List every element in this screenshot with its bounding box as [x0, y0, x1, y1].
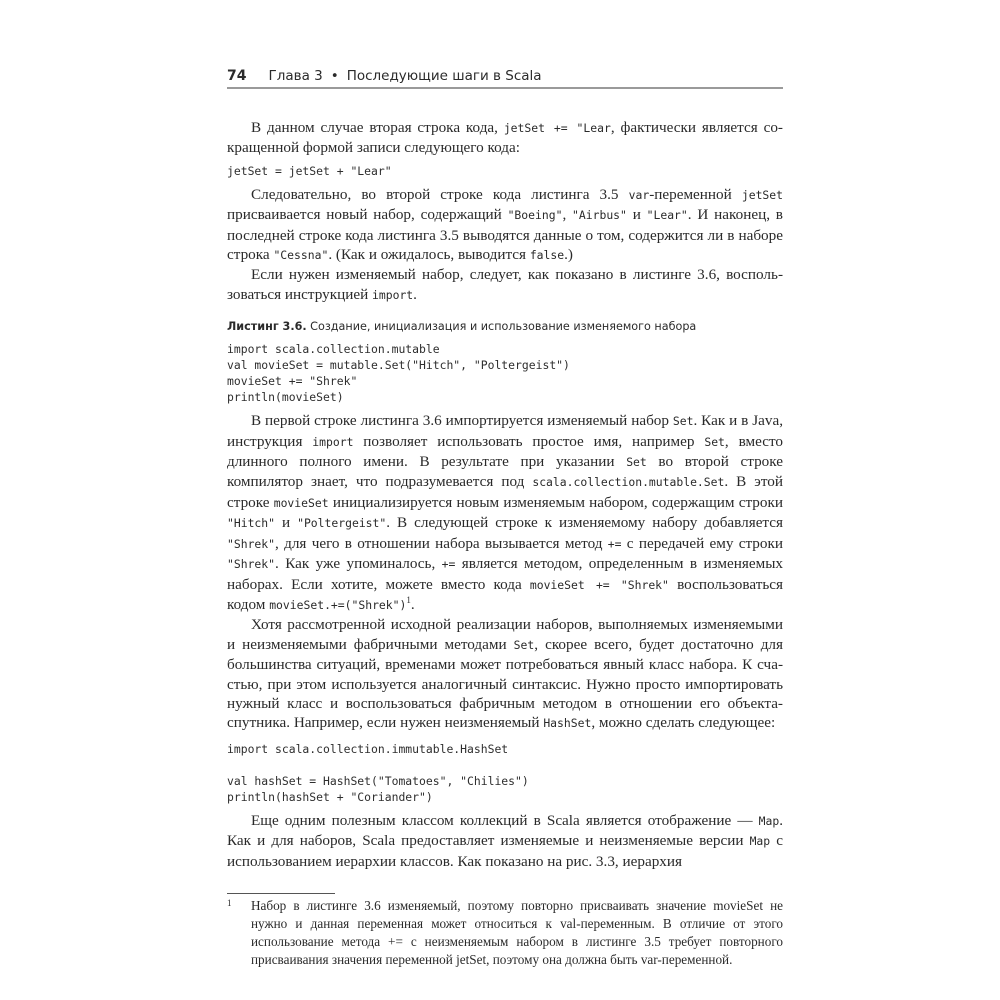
blank-line	[227, 757, 783, 773]
text-run: . И наконец, в последней строке кода листинга 3.5 выводятся данные о том, содержится ли в наборе строка	[227, 206, 783, 264]
chapter-title: Последующие шаги в Scala	[346, 68, 542, 84]
inline-code: Set	[626, 455, 647, 470]
inline-code: jetSet += "Lear	[503, 121, 611, 135]
inline-code: "Poltergeist"	[297, 516, 387, 531]
inline-code: movieSet.+=("Shrek")	[269, 597, 407, 612]
text-run: присваивается новый набор, содержащий	[227, 206, 508, 224]
text-run: , вместо длинного полного имени. В результате при указании	[227, 432, 783, 471]
footnote-reference[interactable]: 1	[406, 594, 411, 605]
inline-code: "Shrek"	[227, 536, 276, 551]
text-run: .)	[564, 246, 573, 264]
inline-code: "Shrek"	[227, 557, 276, 572]
inline-code: movieSet	[273, 495, 329, 510]
text-run: является методом, определенным в изменяемых наборах. Если хотите, можете вместо кода	[227, 555, 783, 593]
paragraph	[227, 185, 783, 266]
inline-code: import	[372, 287, 414, 302]
paragraph	[227, 811, 783, 871]
chapter-label: Глава 3	[268, 68, 323, 84]
header-rule	[227, 87, 783, 89]
text-run: . Как уже упоминалось,	[275, 555, 442, 573]
text-run: Следовательно, во второй строке кода листинга 3.5	[251, 185, 629, 203]
body-text	[227, 118, 783, 871]
text-run: позволяет использовать простое имя, например	[353, 432, 705, 450]
paragraph	[227, 265, 783, 305]
text-run: ,	[562, 206, 573, 224]
footnote-rule	[227, 893, 335, 894]
footnote-mark: 1	[227, 897, 232, 908]
inline-code: Map	[758, 813, 780, 828]
text-run: и	[626, 206, 647, 224]
inline-code: jetSet	[741, 187, 784, 202]
inline-code: HashSet	[543, 716, 592, 731]
text-run: . (Как и ожидалось, выводится	[328, 246, 530, 264]
text-run: во второй строке компилятор знает, что подразумевается под	[227, 453, 783, 491]
inline-code: var	[628, 187, 650, 202]
inline-code: +=	[607, 536, 622, 551]
text-run: , скорее всего, будет достаточно для большинства ситуаций, временами может потребоваться явный класс набора. К счастью, при этом используется аналогичный синтаксис. Нужно просто импортировать нужный класс и воспользоваться фабричным методом в отношении его объекта-спутника. Например, если нужен неизменяемый	[227, 635, 783, 732]
code-block: jetSet = jetSet + "Lear"	[227, 163, 392, 178]
text-run: . В этой строке	[227, 473, 783, 511]
bullet-separator: •	[330, 68, 339, 84]
inline-code: Set	[513, 637, 535, 652]
paragraph	[227, 118, 783, 158]
code-block: val hashSet = HashSet("Tomatoes", "Chilies") println(hashSet + "Coriander")	[227, 773, 529, 804]
book-page	[227, 0, 783, 989]
text-run: . В следующей строке к изменяемому набору добавляется	[386, 514, 783, 532]
listing-caption	[227, 319, 783, 334]
inline-code: "Airbus"	[572, 208, 627, 223]
text-run: В данном случае вторая строка кода,	[251, 119, 504, 136]
listing-code: import scala.collection.mutable val movieSet = mutable.Set("Hitch", "Poltergeist") movieSet += "Shrek" println(movieSet)	[227, 342, 570, 405]
inline-code: "Hitch"	[227, 516, 276, 531]
footnote	[227, 897, 783, 969]
footnote-text: Набор в листинге 3.6 изменяемый, поэтому повторно присваивать значение movieSet не нужно и данная переменная может относиться к val-переменным. В отличие от этого использование метода += с неизменяемым набором в листинге 3.5 требует повторного присваивания значения переменной jetSet, поэтому она должна быть var-переменной.	[251, 897, 783, 967]
text-run: . Как и для наборов, Scala предоставляет изменяемые и неизменяемые версии	[227, 811, 783, 850]
page-number: 74	[227, 68, 247, 84]
text-run: и	[275, 514, 298, 532]
inline-code: "Boeing"	[507, 208, 563, 223]
inline-code: +=	[441, 557, 456, 572]
inline-code: import	[312, 434, 354, 449]
inline-code: Set	[704, 434, 725, 449]
inline-code: Set	[672, 414, 694, 429]
text-run: , фактически является сокращенной формой записи следующего кода:	[227, 119, 783, 157]
listing-title: Создание, инициализация и использование изменяемого набора	[306, 320, 697, 334]
text-run: Еще одним полезным классом коллекций в Scala является отображение —	[251, 811, 759, 829]
listing-label: Листинг 3.6.	[227, 320, 307, 334]
inline-code: Map	[749, 834, 771, 849]
text-run: Хотя рассмотренной исходной реализации наборов, выполняемых изменяемыми и неизменяемыми фабричными методами	[227, 616, 783, 653]
text-run: , можно сделать следующее:	[591, 714, 776, 732]
inline-code: "Lear"	[646, 208, 688, 223]
text-run: воспользоваться кодом	[227, 575, 783, 613]
inline-code: movieSet += "Shrek"	[529, 577, 669, 592]
text-run: , для чего в отношении набора вызывается метод	[275, 534, 608, 552]
text-run: инициализируется новым изменяемым набором, содержащим строки	[328, 493, 783, 511]
text-run: . Как и в Java, инструкция	[227, 412, 783, 450]
text-run: Если нужен изменяемый набор, следует, как показано в листинге 3.6, воспользоваться инструкцией	[227, 266, 783, 303]
text-run: .	[410, 595, 415, 613]
paragraph	[227, 615, 783, 733]
inline-code: "Cessna"	[273, 248, 329, 263]
text-run: с использованием иерархии классов. Как показано на рис. 3.3, иерархия	[227, 832, 783, 870]
code-block: import scala.collection.immutable.HashSet	[227, 741, 509, 756]
running-header	[227, 66, 783, 86]
text-run: с передачей ему строки	[621, 534, 783, 552]
text-run: -переменной	[649, 185, 742, 203]
text-run: В первой строке листинга 3.6 импортируется изменяемый набор	[251, 412, 673, 430]
inline-code: scala.collection.mutable.Set	[532, 475, 725, 490]
inline-code: false	[529, 248, 565, 263]
text-run: .	[413, 285, 417, 303]
paragraph	[227, 411, 783, 615]
